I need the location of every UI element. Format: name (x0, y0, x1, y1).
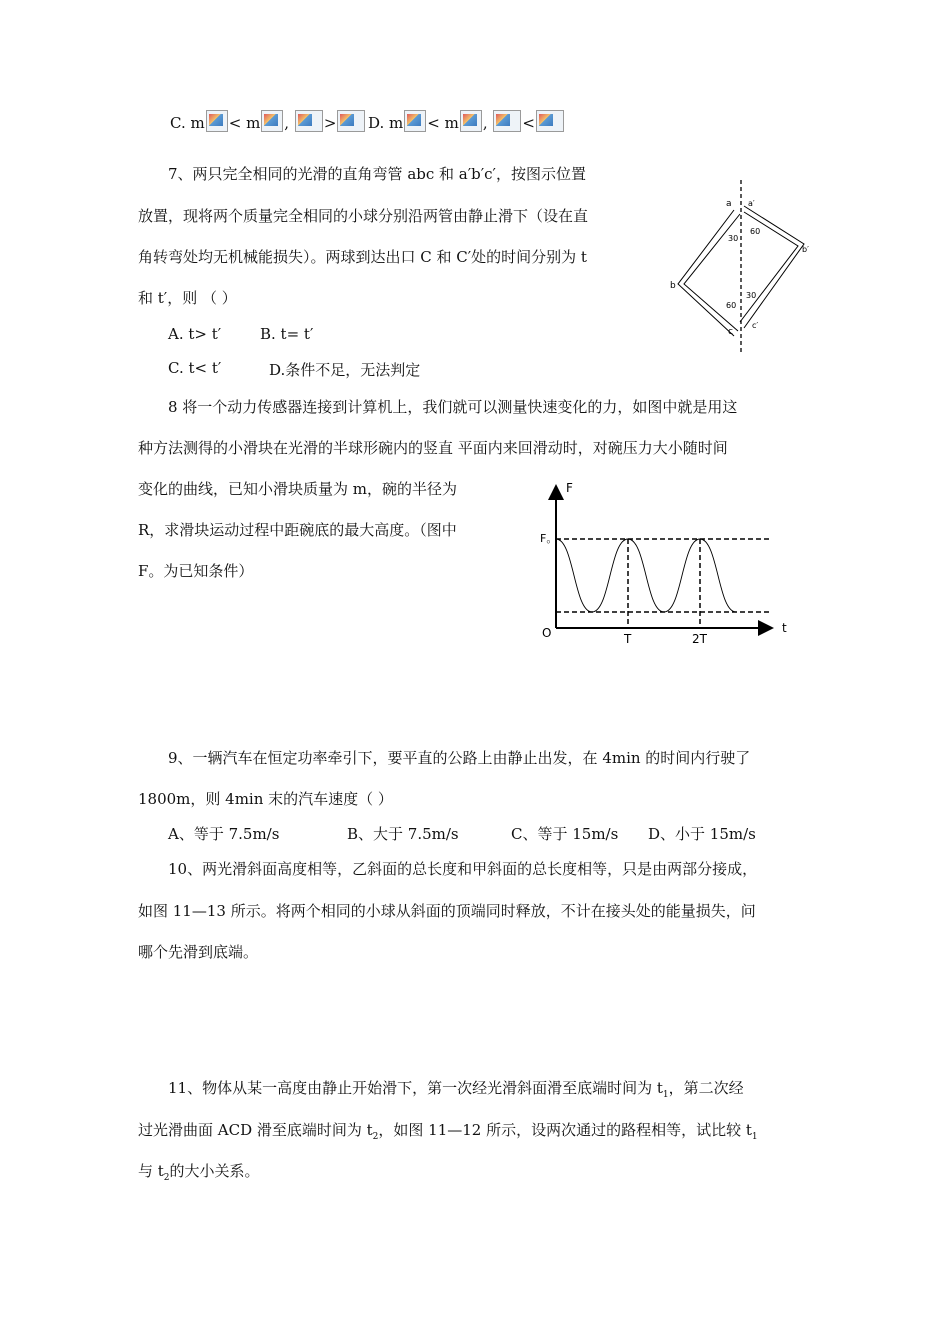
q7-line-1: 7、两只完全相同的光滑的直角弯管 abc 和 a′b′c′，按图示位置 (168, 165, 586, 183)
tube-a2b2c2-inner (740, 212, 798, 322)
q9-option-b: B、大于 7.5m/s (347, 825, 459, 843)
q11-line-2-sub2: 1 (751, 1132, 758, 1142)
q9-line-1: 9、一辆汽车在恒定功率牵引下，要平直的公路上由静止出发，在 4min 的时间内行驶了 (168, 749, 751, 767)
q11-line-3 (138, 1160, 260, 1183)
image-placeholder-icon (404, 110, 426, 132)
graph-f0-label: F。 (540, 532, 558, 545)
tube-abc-inner (684, 214, 740, 331)
q8-line-3: 变化的曲线，已知小滑块质量为 m，碗的半径为 (138, 480, 457, 498)
image-placeholder-icon (536, 110, 564, 132)
q6-option-d-comma: , (482, 114, 488, 132)
q11-line-2-sub: 2 (372, 1132, 379, 1142)
fig-label-b: b (670, 281, 676, 291)
fig-angle-60-top: 60 (750, 227, 761, 236)
image-placeholder-icon (460, 110, 482, 132)
q7-option-a: A. t> t′ (168, 325, 222, 343)
fig-label-a2: a′ (748, 199, 755, 208)
q8-line-4: R，求滑块运动过程中距碗底的最大高度。（图中 (138, 521, 457, 539)
q11-line-1-text-b: ，第二次经 (668, 1079, 744, 1097)
q11-line-3-text: 与 t (138, 1162, 164, 1180)
fig-label-b2: b′ (802, 245, 809, 254)
q11-line-1 (168, 1077, 744, 1100)
graph-x-axis-label: t (782, 621, 787, 635)
q7-line-3: 角转弯处均无机械能损失）。两球到达出口 C 和 C′处的时间分别为 t (138, 248, 587, 266)
q9-option-a: A、等于 7.5m/s (168, 825, 280, 843)
q7-option-b: B. t= t′ (260, 325, 314, 343)
q8-line-1: 8 将一个动力传感器连接到计算机上，我们就可以测量快速变化的力，如图中就是用这 (168, 398, 738, 416)
q7-line-4: 和 t′，则 （ ） (138, 289, 237, 307)
q10-line-1: 10、两光滑斜面高度相等，乙斜面的总长度和甲斜面的总长度相等，只是由两部分接成， (168, 860, 758, 878)
q10-line-3: 哪个先滑到底端。 (138, 943, 259, 961)
tube-abc (678, 210, 737, 336)
fig-label-a: a (726, 199, 732, 209)
q6-option-d-label: D. m (368, 114, 404, 132)
image-placeholder-icon (295, 110, 323, 132)
fig-angle-60-bottom: 60 (726, 301, 737, 310)
q11-line-3-sub: 2 (163, 1173, 170, 1183)
q6-option-d-lt: < (427, 114, 440, 132)
q9-option-d: D、小于 15m/s (648, 825, 756, 843)
graph-y-axis-label: F (566, 481, 573, 495)
q7-option-c: C. t< t′ (168, 359, 222, 377)
q7-bent-tube-figure (668, 176, 828, 356)
image-placeholder-icon (337, 110, 365, 132)
q7-option-d: D.条件不足，无法判定 (269, 361, 421, 379)
q6-option-c-gt: > (323, 114, 337, 132)
fig-label-c: c (728, 327, 733, 337)
fig-angle-30-top: 30 (728, 234, 739, 243)
fig-angle-30-bottom: 30 (746, 291, 757, 300)
q8-line-5: F。为已知条件） (138, 562, 254, 580)
q6-option-c-m: m (246, 114, 261, 132)
q11-line-2-text-b: ，如图 11—12 所示，设两次通过的路程相等，试比较 t (378, 1121, 752, 1139)
tube-a2b2c2 (744, 206, 804, 328)
q6-option-d-lt2: < (522, 114, 535, 132)
q11-line-1-sub: 1 (662, 1090, 669, 1100)
q11-line-2-text: 过光滑曲面 ACD 滑至底端时间为 t (138, 1121, 373, 1139)
q10-line-2: 如图 11—13 所示。将两个相同的小球从斜面的顶端同时释放，不计在接头处的能量损失，问 (138, 902, 756, 920)
q9-option-c: C、等于 15m/s (511, 825, 619, 843)
q7-line-2: 放置，现将两个质量完全相同的小球分别沿两管由静止滑下（设在直 (138, 207, 589, 225)
q6-option-c (170, 110, 366, 132)
q6-option-c-lt: < (228, 114, 242, 132)
image-placeholder-icon (261, 110, 283, 132)
q6-option-d (368, 110, 565, 132)
fig-label-c2: c′ (752, 321, 759, 330)
q11-line-2 (138, 1119, 758, 1142)
q6-option-d-m: m (444, 114, 459, 132)
q9-line-2: 1800m，则 4min 末的汽车速度（ ） (138, 790, 393, 808)
graph-tick-t: T (624, 632, 632, 646)
q8-force-time-graph (536, 478, 806, 658)
image-placeholder-icon (493, 110, 521, 132)
q6-option-c-comma: , (284, 114, 290, 132)
image-placeholder-icon (206, 110, 228, 132)
q8-line-2: 种方法测得的小滑块在光滑的半球形碗内的竖直 平面内来回滑动时，对碗压力大小随时间 (138, 439, 728, 457)
q11-line-1-text: 11、物体从某一高度由静止开始滑下，第一次经光滑斜面滑至底端时间为 t (168, 1079, 663, 1097)
graph-origin-label: O (542, 626, 552, 640)
graph-force-curve (556, 539, 736, 612)
q6-option-c-label: C. m (170, 114, 205, 132)
graph-tick-2t: 2T (692, 632, 707, 646)
q11-line-3-text-b: 的大小关系。 (169, 1162, 260, 1180)
